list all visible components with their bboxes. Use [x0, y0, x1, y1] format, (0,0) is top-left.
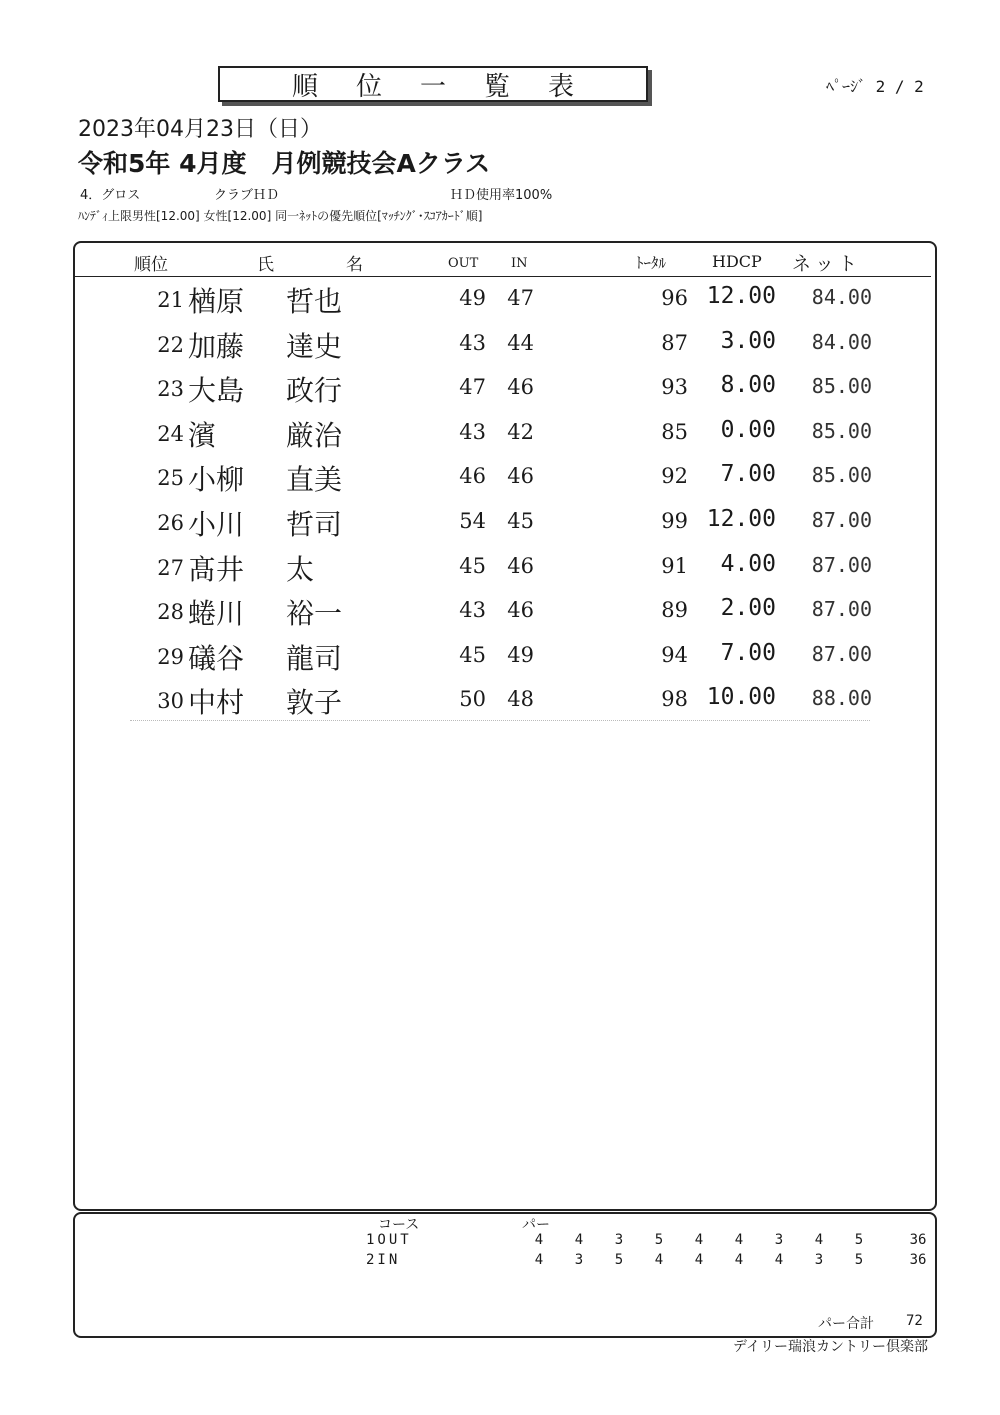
given-name-cell: 政行 — [286, 374, 343, 408]
net-score-cell: 87.00 — [811, 552, 872, 577]
col-header-total: ﾄｰﾀﾙ — [636, 254, 667, 272]
rank-cell: 21 — [157, 288, 184, 312]
out-score-cell: 43 — [459, 419, 486, 444]
rank-cell: 27 — [157, 555, 184, 580]
net-score-cell: 84.00 — [811, 285, 872, 309]
out-score-cell: 45 — [459, 553, 486, 578]
total-score-cell: 92 — [661, 464, 688, 489]
table-row — [0, 456, 1000, 500]
course-name: 1OUT — [366, 1232, 412, 1248]
net-score-cell: 87.00 — [811, 597, 872, 622]
rank-cell: 22 — [157, 332, 184, 357]
hole-par: 4 — [694, 1252, 704, 1268]
in-score-cell: 49 — [507, 642, 534, 667]
in-score-cell: 46 — [507, 553, 534, 578]
course-par-total: 36 — [909, 1232, 927, 1248]
in-score-cell: 46 — [507, 464, 534, 489]
course-par-total: 36 — [909, 1252, 927, 1268]
col-header-rank: 順位 — [134, 255, 168, 275]
col-header-out: OUT — [448, 256, 479, 271]
hole-par: 4 — [734, 1232, 744, 1248]
table-row — [0, 323, 1000, 367]
in-score-cell: 46 — [507, 375, 534, 400]
net-score-cell: 85.00 — [811, 463, 872, 488]
out-score-cell: 43 — [459, 598, 486, 623]
hole-par: 3 — [814, 1252, 824, 1268]
hole-par: 5 — [854, 1252, 864, 1268]
event-name: 令和5年 4月度 月例競技会Aクラス — [78, 149, 491, 178]
hole-par: 5 — [614, 1252, 624, 1268]
hdcp-cell: 3.00 — [720, 327, 776, 354]
table-row — [0, 278, 1000, 322]
hdcp-cell: 0.00 — [720, 416, 776, 443]
hdcp-cell: 2.00 — [720, 595, 776, 622]
col-header-in: IN — [511, 256, 528, 271]
in-score-cell: 48 — [507, 687, 534, 712]
hole-par: 4 — [734, 1252, 744, 1268]
table-end-dotted-line — [130, 720, 870, 721]
hole-par: 5 — [854, 1232, 864, 1248]
header-divider — [75, 276, 931, 277]
format-line — [80, 184, 552, 203]
handicap-note: ﾊﾝﾃﾞｨ上限男性[12.00] 女性[12.00] 同一ﾈｯﾄの優先順位[ﾏｯﾁﾝｸﾞ･ｽｺｱｶｰﾄﾞ順] — [78, 209, 483, 223]
net-score-cell: 84.00 — [811, 329, 872, 354]
family-name-cell: 加藤 — [188, 329, 245, 363]
hdcp-cell: 7.00 — [720, 639, 776, 666]
out-score-cell: 45 — [459, 642, 486, 667]
event-date: 2023年04月23日（日） — [78, 117, 322, 142]
total-score-cell: 91 — [661, 553, 688, 578]
out-score-cell: 50 — [459, 687, 486, 712]
hole-par: 4 — [534, 1232, 544, 1248]
table-row — [0, 635, 1000, 679]
in-score-cell: 44 — [507, 330, 534, 355]
given-name-cell: 龍司 — [286, 641, 343, 675]
hdcp-cell: 10.00 — [706, 684, 776, 711]
given-name-cell: 直美 — [286, 463, 343, 497]
total-score-cell: 96 — [661, 286, 688, 310]
hole-par: 5 — [654, 1232, 664, 1248]
rank-cell: 24 — [157, 421, 184, 446]
club-name: デイリー瑞浪カントリー倶楽部 — [732, 1339, 928, 1355]
rank-cell: 26 — [157, 511, 184, 535]
table-row — [0, 412, 1000, 456]
hdcp-cell: 12.00 — [706, 283, 776, 309]
table-row — [0, 679, 1000, 723]
total-score-cell: 94 — [661, 642, 688, 667]
table-row — [0, 367, 1000, 411]
hole-par: 3 — [614, 1232, 624, 1248]
given-name-cell: 厳治 — [286, 418, 343, 452]
net-score-cell: 85.00 — [811, 374, 872, 399]
out-score-cell: 47 — [459, 375, 486, 400]
given-name-cell: 哲也 — [286, 285, 343, 318]
net-score-cell: 85.00 — [811, 418, 872, 443]
given-name-cell: 裕一 — [286, 597, 343, 631]
club-hd-label: クラブＨＤ — [214, 188, 280, 203]
in-score-cell: 47 — [507, 286, 534, 310]
col-header-net: ネット — [792, 253, 862, 275]
family-name-cell: 蜷川 — [188, 597, 245, 631]
given-name-cell: 太 — [286, 552, 315, 586]
family-name-cell: 中村 — [188, 686, 245, 720]
format-label: 4．グロス — [80, 188, 141, 203]
par-total-value: 72 — [906, 1313, 923, 1329]
given-name-cell: 達史 — [286, 329, 343, 363]
total-score-cell: 85 — [661, 419, 688, 444]
total-score-cell: 98 — [661, 687, 688, 712]
total-score-cell: 93 — [661, 375, 688, 400]
hole-par: 4 — [574, 1232, 584, 1248]
par-total-label: パー合計 — [818, 1316, 874, 1332]
rank-cell: 30 — [157, 689, 184, 714]
hole-par: 4 — [694, 1232, 704, 1248]
hole-par: 4 — [774, 1252, 784, 1268]
net-score-cell: 87.00 — [811, 508, 872, 532]
table-row — [0, 590, 1000, 634]
hole-par: 3 — [574, 1252, 584, 1268]
hdcp-cell: 12.00 — [706, 506, 776, 532]
family-name-cell: 大島 — [188, 374, 245, 408]
page-number: ﾍﾟｰｼﾞ 2 / 2 — [826, 77, 924, 96]
rank-cell: 23 — [157, 377, 184, 402]
total-score-cell: 87 — [661, 330, 688, 355]
table-row — [0, 501, 1000, 545]
family-name-cell: 小川 — [188, 508, 245, 541]
hole-par: 4 — [534, 1252, 544, 1268]
col-header-given: 名 — [346, 255, 363, 275]
course-name: 2IN — [366, 1252, 401, 1268]
page-title: 順位一覧表 — [291, 71, 612, 102]
total-score-cell: 99 — [661, 509, 688, 533]
given-name-cell: 敦子 — [286, 686, 343, 720]
in-score-cell: 42 — [507, 419, 534, 444]
course-info-box — [73, 1212, 937, 1338]
in-score-cell: 45 — [507, 509, 534, 533]
out-score-cell: 43 — [459, 330, 486, 355]
hole-par: 4 — [814, 1232, 824, 1248]
given-name-cell: 哲司 — [286, 508, 343, 541]
hdcp-cell: 7.00 — [720, 461, 776, 488]
col-header-hdcp: HDCP — [712, 252, 762, 271]
family-name-cell: 礒谷 — [188, 641, 245, 675]
table-row — [0, 546, 1000, 590]
course-label: コース — [378, 1217, 420, 1233]
out-score-cell: 49 — [459, 286, 486, 310]
out-score-cell: 46 — [459, 464, 486, 489]
col-header-family: 氏 — [257, 255, 274, 275]
rank-cell: 29 — [157, 644, 184, 669]
in-score-cell: 46 — [507, 598, 534, 623]
rank-cell: 28 — [157, 600, 184, 625]
hole-par: 3 — [774, 1232, 784, 1248]
family-name-cell: 小柳 — [188, 463, 245, 497]
net-score-cell: 88.00 — [811, 686, 872, 711]
family-name-cell: 濱 — [188, 418, 217, 452]
par-label: パー — [522, 1217, 550, 1233]
hole-par: 4 — [654, 1252, 664, 1268]
family-name-cell: 楢原 — [188, 285, 245, 318]
hdcp-cell: 4.00 — [720, 550, 776, 577]
hdcp-cell: 8.00 — [720, 372, 776, 399]
title-box — [218, 66, 648, 102]
rank-cell: 25 — [157, 466, 184, 491]
total-score-cell: 89 — [661, 598, 688, 623]
family-name-cell: 髙井 — [188, 552, 245, 586]
net-score-cell: 87.00 — [811, 641, 872, 666]
hd-rate-label: ＨＤ使用率100% — [450, 188, 553, 203]
out-score-cell: 54 — [459, 509, 486, 533]
